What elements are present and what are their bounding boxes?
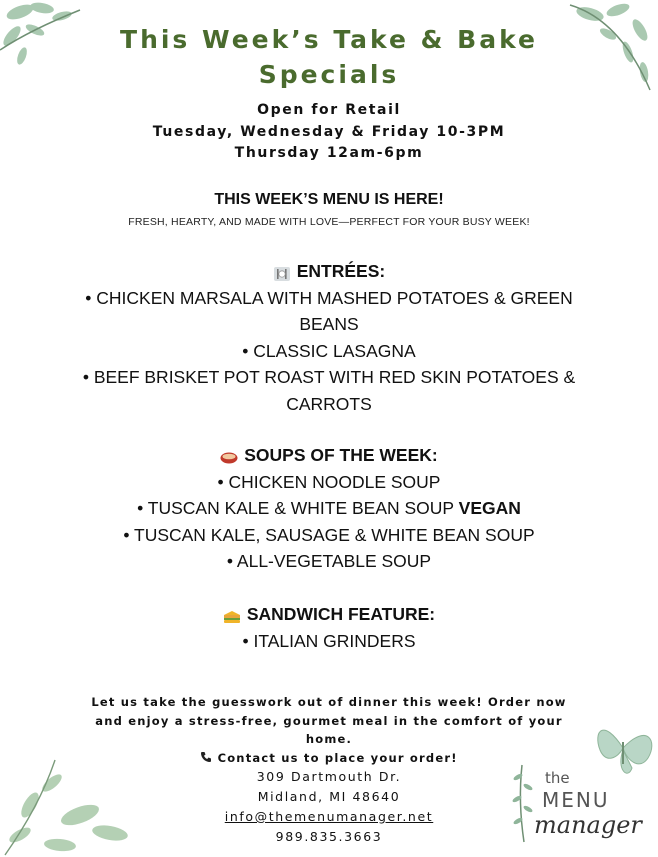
entrees-heading [0,258,658,285]
logo-manager: manager [534,811,642,839]
sandwich-section [0,601,658,654]
logo-menu: MENU [542,788,610,812]
list-item: • ITALIAN GRINDERS [242,630,416,651]
entrees-section [0,258,658,417]
sandwich-heading [0,601,658,628]
order-message [60,693,598,767]
menu-manager-logo [508,757,658,847]
phone-icon [200,751,217,765]
list-item: • TUSCAN KALE, SAUSAGE & WHITE BEAN SOUP [123,524,535,545]
list-item: • CHICKEN NOODLE SOUP [217,471,441,492]
address-line-1: 309 Dartmouth Dr. [256,769,402,784]
order-message-line-1: Let us take the guesswork out of dinner this week! Order now [91,695,567,709]
contact-cta-label: Contact us to place your order! [217,750,458,765]
email-link[interactable]: info@themenumanager.net [224,809,434,824]
menu-subheader: FRESH, HEARTY, AND MADE WITH LOVE—PERFECT FOR YOUR BUSY WEEK! [128,216,530,228]
order-message-line-2: and enjoy a stress-free, gourmet meal in the comfort of your [95,713,563,728]
list-item: CARROTS [286,393,372,414]
menu-header: THIS WEEK’S MENU IS HERE! [214,191,444,208]
soups-heading-label: SOUPS OF THE WEEK: [244,445,438,465]
hours-line-1: Open for Retail [257,102,401,118]
hours-line-2: Tuesday, Wednesday & Friday 10-3PM [152,123,506,140]
page-title [0,22,658,92]
sandwich-icon [223,606,241,622]
logo-the: the [545,769,570,787]
list-item: • ALL-VEGETABLE SOUP [226,551,432,571]
list-item: • BEEF BRISKET POT ROAST WITH RED SKIN POTATOES & [82,367,576,387]
list-item: BEANS [299,314,359,334]
entrees-heading-label: ENTRÉES: [296,261,386,281]
address-line-2: Midland, MI 48640 [257,789,401,804]
retail-hours [0,100,658,165]
list-item: • CLASSIC LASAGNA [242,340,416,361]
list-item [0,495,658,522]
title-line-1: This Week’s Take & Bake [120,25,538,54]
vegan-tag: VEGAN [458,498,521,518]
soups-section [0,442,658,575]
title-line-2: Specials [258,60,400,89]
sandwich-heading-label: SANDWICH FEATURE: [246,604,436,624]
order-message-line-3: home. [305,732,353,746]
soup-item-text: • TUSCAN KALE & WHITE BEAN SOUP [137,498,454,518]
hours-line-3: Thursday 12am-6pm [234,145,424,161]
soup-bowl-icon [220,447,238,463]
phone-number: 989.835.3663 [275,829,383,844]
soups-heading [0,442,658,469]
list-item: • CHICKEN MARSALA WITH MASHED POTATOES & GREEN [85,287,573,308]
plate-utensils-icon [273,263,291,279]
